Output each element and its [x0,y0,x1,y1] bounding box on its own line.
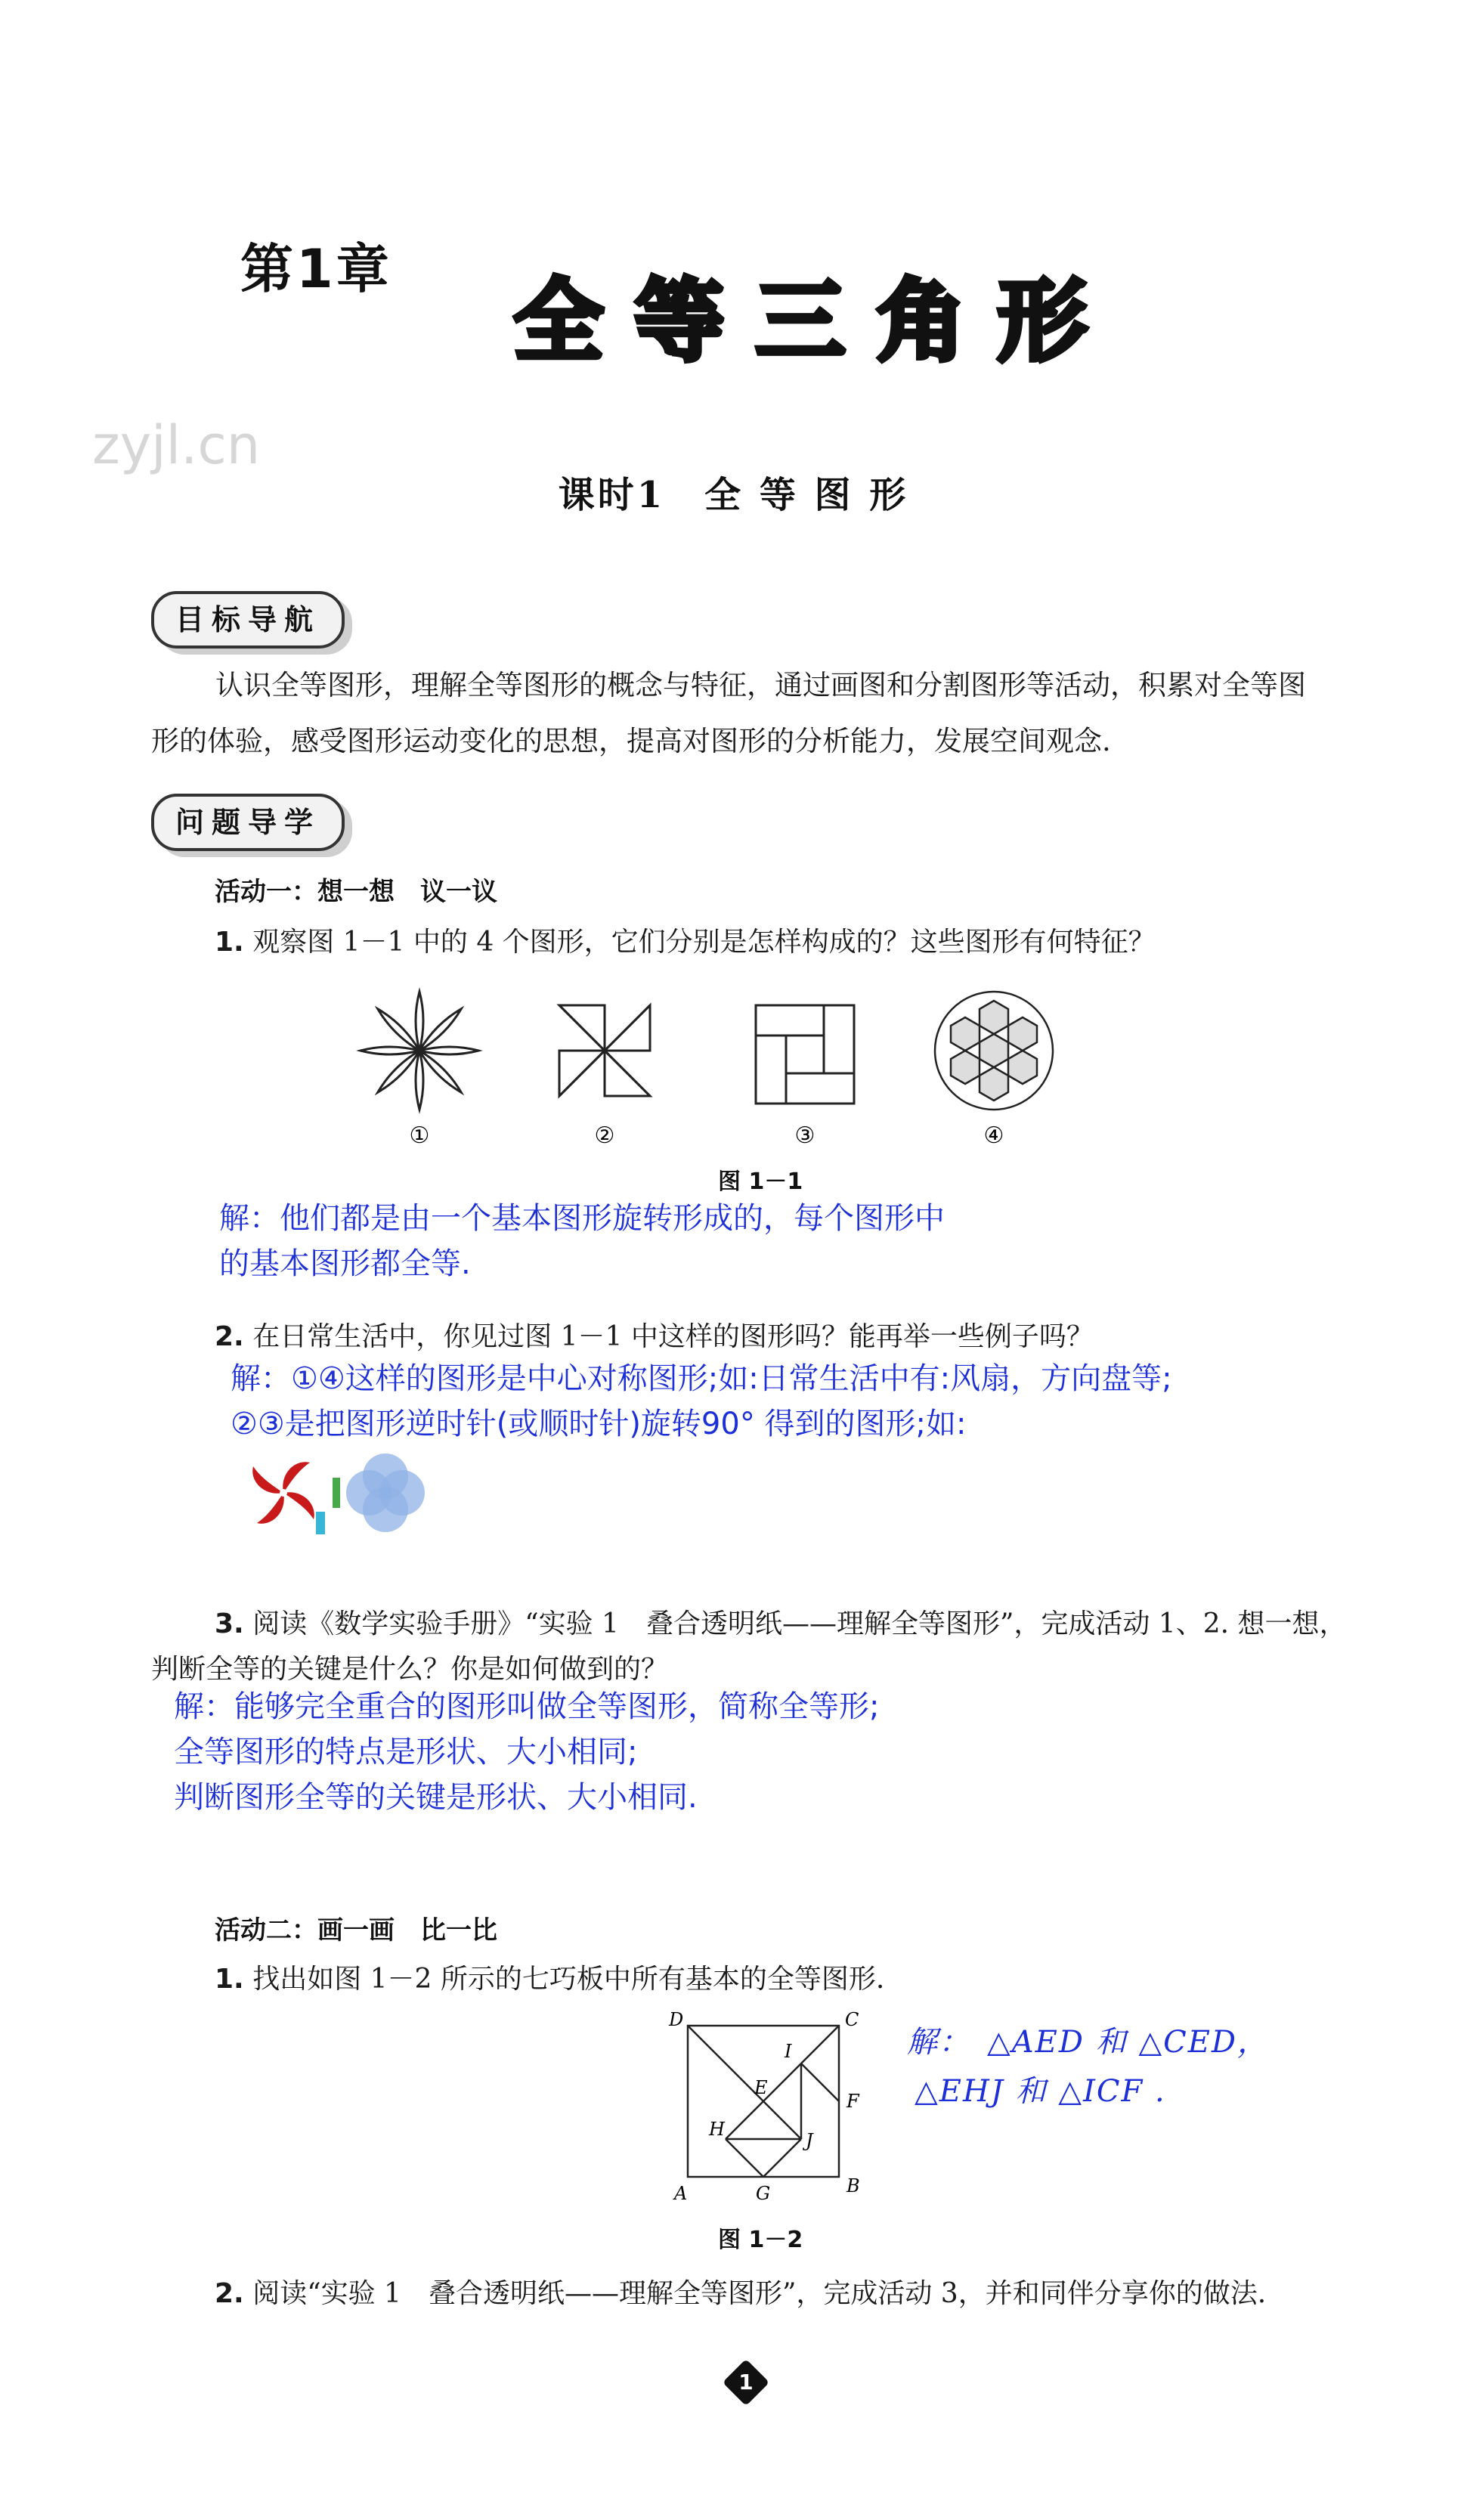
point-label-h: H [709,2119,725,2140]
figure-label-3: ③ [794,1122,816,1149]
activity2-answer1-line1: 解： △AED 和 △CED， [907,2025,1269,2060]
watermark: zyjl.cn [92,414,261,476]
page-number: 1 [738,2370,754,2395]
point-label-b: B [846,2175,860,2196]
figure-1-1 [355,983,1156,1156]
activity1-title: 活动一：想一想 议一议 [215,877,497,907]
activity2-answer1-line2: △EHJ 和 △ICF . [915,2074,1166,2109]
question-number: 1. [215,927,244,958]
figure-1-2-caption: 图 1－2 [718,2227,803,2253]
point-label-g: G [756,2183,771,2204]
question-number: 2. [215,2278,244,2309]
question-text: 阅读《数学实验手册》“实验 1 叠合透明纸——理解全等图形”，完成活动 1、2. 想一想， [252,1608,1347,1639]
question-text: 观察图 1－1 中的 4 个图形，它们分别是怎样构成的？这些图形有何特征？ [252,927,1156,958]
point-label-d: D [669,2011,684,2030]
figure-1-2-tangram [658,2011,877,2207]
chapter-title: 全等三角形 [514,269,1119,373]
red-pinwheel-icon [242,1451,325,1534]
point-label-a: A [674,2183,688,2204]
goal-paragraph-line1: 认识全等图形，理解全等图形的概念与特征，通过画图和分割图形等活动，积累对全等图 [215,669,1306,701]
activity1-answer3-line2: 全等图形的特点是形状、大小相同; [174,1735,638,1769]
question-text: 找出如图 1－2 所示的七巧板中所有基本的全等图形. [252,1964,885,1995]
activity1-answer2-line2: ②③是把图形逆时针(或顺时针)旋转90° 得到的图形;如: [231,1407,967,1441]
point-label-f: F [846,2091,859,2112]
activity1-question1 [215,921,1156,959]
point-label-c: C [845,2011,859,2030]
eight-petal-star-icon [361,992,478,1110]
point-label-j: J [806,2130,813,2151]
question-number: 3. [215,1608,244,1639]
activity1-question3-line2: 判断全等的关键是什么？你是如何做到的？ [151,1654,669,1685]
section-tag-problem: 问题导学 [151,794,345,851]
figure-label-1: ① [409,1122,430,1149]
activity1-answer3-line3: 判断图形全等的关键是形状、大小相同. [174,1780,698,1815]
page-number-badge [722,2358,770,2407]
chapter-number: 第1章 [240,238,392,300]
blue-four-circle-flower-icon [333,1447,438,1538]
question-text: 在日常生活中，你见过图 1－1 中这样的图形吗？能再举一些例子吗？ [252,1321,1094,1352]
question-number: 2. [215,1321,244,1352]
activity1-question2 [215,1315,1094,1354]
figure-label-2: ② [594,1122,615,1149]
activity1-answer3-line1: 解：能够完全重合的图形叫做全等图形，简称全等形; [174,1689,880,1724]
hexagon-ball-icon [935,992,1053,1110]
activity2-title: 活动二：画一画 比一比 [215,1915,497,1946]
activity1-answer1-line2: 的基本图形都全等. [219,1246,471,1281]
question-text: 阅读“实验 1 叠合透明纸——理解全等图形”，完成活动 3，并和同伴分享你的做法. [252,2278,1267,2309]
point-label-i: I [785,2041,792,2062]
activity2-question1 [215,1958,884,1996]
activity1-answer1-line1: 解：他们都是由一个基本图形旋转形成的，每个图形中 [219,1201,945,1236]
question-number: 1. [215,1964,244,1995]
activity1-answer2-line1: 解：①④这样的图形是中心对称图形;如:日常生活中有:风扇，方向盘等; [231,1361,1172,1396]
squares-tiling-icon [756,1005,854,1104]
activity1-question3-line1 [215,1602,1346,1641]
figure-1-1-caption: 图 1－1 [718,1169,803,1195]
pinwheel-icon [559,1005,650,1096]
activity2-question2 [215,2272,1266,2311]
section-tag-goal: 目标导航 [151,591,345,649]
point-label-e: E [754,2077,768,2098]
figure-label-4: ④ [983,1122,1004,1149]
goal-paragraph-line2: 形的体验，感受图形运动变化的思想，提高对图形的分析能力，发展空间观念. [151,725,1111,757]
lesson-title: 课时1 全 等 图 形 [558,474,909,516]
